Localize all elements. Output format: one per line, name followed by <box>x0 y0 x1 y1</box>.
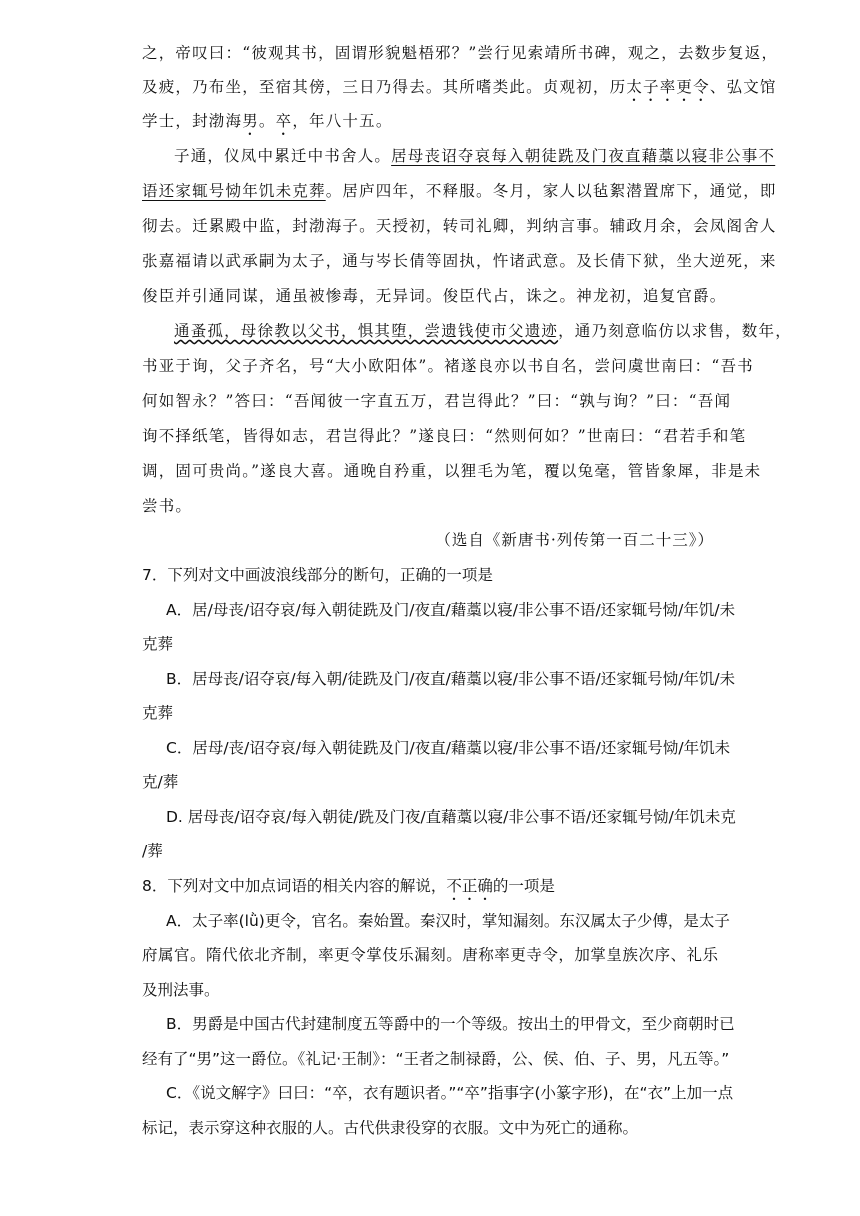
question-7-stem: 7．下列对文中画波浪线部分的断句，正确的一项是 <box>142 566 493 584</box>
q8-option-c-cont: 标记，表示穿这种衣服的人。古代供隶役穿的衣服。文中为死亡的通称。 <box>142 1119 639 1137</box>
wavy-underlined-sentence: 通蚤孤，母徐教以父书，惧其堕，尝遗钱使市父遗迹 <box>174 322 559 340</box>
q8-option-b-cont: 经有了“男”这一爵位。《礼记·王制》：“王者之制禄爵，公、侯、伯、子、男，凡五等。” <box>142 1050 730 1068</box>
dotted-term: 男 <box>242 112 259 130</box>
passage-line: 尝书。 <box>142 497 193 515</box>
q7-option-a-cont: 克葬 <box>142 635 174 653</box>
passage-line: 彻去。迁累殿中监，封渤海子。天授初，转司礼卿，判纳言事。辅政月余，会凤阁舍人 <box>142 217 777 235</box>
passage-line: 何如智永？”答曰：“吾闻彼一字直五万，君岂得此？”曰：“孰与询？”曰：“吾闻 <box>142 392 732 410</box>
source-citation: （选自《新唐书·列传第一百二十三》） <box>435 531 714 549</box>
passage-line: 子通，仪凤中累迁中书舍人。居母丧诏夺哀每入朝徒跣及门夜直藉藁以寝非公事不 <box>174 147 776 165</box>
q8-option-a-cont: 府属官。隋代依北齐制，率更令掌伎乐漏刻。唐称率更寺令，加掌皇族次序、礼乐 <box>142 946 718 964</box>
q8-option-a[interactable]: A．太子率(lǜ)更令，官名。秦始置。秦汉时，掌知漏刻。东汉属太子少傅，是太子 <box>166 912 730 930</box>
q7-option-a[interactable]: A．居/母丧/诏夺哀/每入朝徒跣及门/夜直/藉藁以寝/非公事不语/还家辄号恸/年饥/未 <box>166 601 736 619</box>
passage-line: 之，帝叹曰：“彼观其书，固谓形貌魁梧邪？”尝行见索靖所书碑，观之，去数步复返， <box>142 44 779 62</box>
dotted-term: 卒 <box>275 112 293 130</box>
q8-option-a-cont: 及刑法事。 <box>142 981 220 999</box>
passage-line: 书亚于询，父子齐名，号“大小欧阳体”。褚遂良亦以书自名，尝问虞世南曰：“吾书 <box>142 357 754 375</box>
q7-option-c[interactable]: C．居母/丧/诏夺哀/每入朝徒跣及门/夜直/藉藁以寝/非公事不语/还家辄号恸/年饥未 <box>166 739 731 757</box>
passage-line: 学士，封渤海男。卒，年八十五。 <box>142 112 393 130</box>
q8-option-b[interactable]: B．男爵是中国古代封建制度五等爵中的一个等级。按出土的甲骨文，至少商朝时已 <box>166 1015 735 1033</box>
passage-line: 及疲，乃布坐，至宿其傍，三日乃得去。其所嗜类此。贞观初，历太子率更令、弘文馆 <box>142 78 777 96</box>
passage-line: 询不择纸笔，皆得如志，君岂得此？”遂良曰：“然则何如？”世南曰：“君若手和笔 <box>142 427 747 445</box>
q7-option-b[interactable]: B．居母丧/诏夺哀/每入朝/徒跣及门/夜直/藉藁以寝/非公事不语/还家辄号恸/年饥/未 <box>166 670 736 688</box>
dotted-term: 太子率更令 <box>626 78 710 96</box>
q7-option-c-cont: 克/葬 <box>142 773 179 791</box>
q7-option-d-cont: /葬 <box>142 842 163 860</box>
passage-line: 俊臣并引通同谋，通虽被惨毒，无异词。俊臣代占，诛之。神龙初，追复官爵。 <box>142 287 727 305</box>
question-8-stem: 8．下列对文中加点词语的相关内容的解说，不正确的一项是 <box>142 877 555 895</box>
q7-option-d[interactable]: D. 居母丧/诏夺哀/每入朝徒/跣及门夜/直藉藁以寝/非公事不语/还家辄号恸/年饥未克 <box>166 808 736 826</box>
passage-line: 调，固可贵尚。”遂良大喜。通晚自矜重，以狸毛为笔，覆以兔毫，管皆象犀，非是未 <box>142 462 762 480</box>
passage-line: 通蚤孤，母徐教以父书，惧其堕，尝遗钱使市父遗迹，通乃刻意临仿以求售，数年， <box>174 322 792 340</box>
q8-option-c[interactable]: C．《说文解字》曰曰：“卒，衣有题识者。”“卒”指事字(小篆字形)，在“衣”上加一点 <box>166 1084 734 1102</box>
passage-line: 张嘉福请以武承嗣为太子，通与岑长倩等固执，忤诸武意。及长倩下狱，坐大逆死，来 <box>142 252 777 270</box>
underlined-sentence: 语还家辄号恸年饥未克葬 <box>142 182 326 200</box>
q7-option-b-cont: 克葬 <box>142 704 174 722</box>
underlined-sentence: 居母丧诏夺哀每入朝徒跣及门夜直藉藁以寝非公事不 <box>391 147 776 165</box>
emphasis-not-correct: 不正确 <box>446 877 493 895</box>
passage-line: 语还家辄号恸年饥未克葬。居庐四年，不释服。冬月，家人以毡絮潜置席下，通觉，即 <box>142 182 777 200</box>
